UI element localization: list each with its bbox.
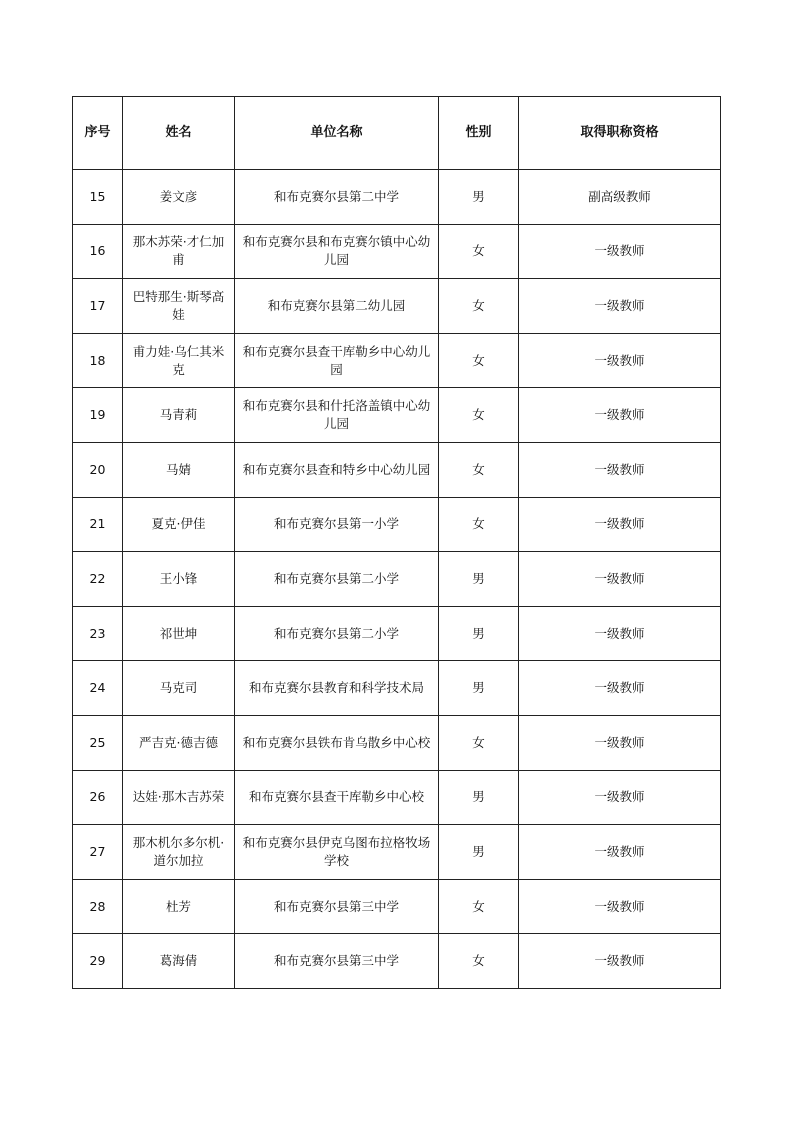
header-row [73, 97, 721, 170]
table-row [73, 224, 721, 279]
cell-name: 姜文彦 [123, 170, 235, 225]
cell-unit-name: 和布克赛尔县第二幼儿园 [235, 279, 439, 334]
cell-serial-number: 27 [73, 825, 123, 880]
cell-name: 甫力娃·乌仁其米克 [123, 333, 235, 388]
cell-unit-name: 和布克赛尔县查和特乡中心幼儿园 [235, 442, 439, 497]
cell-gender: 男 [439, 170, 519, 225]
cell-name: 那木苏荣·才仁加甫 [123, 224, 235, 279]
header-gender: 性别 [439, 97, 519, 170]
cell-serial-number: 20 [73, 442, 123, 497]
cell-gender: 女 [439, 442, 519, 497]
table-row [73, 715, 721, 770]
cell-name: 巴特那生·斯琴高娃 [123, 279, 235, 334]
cell-qualification: 一级教师 [519, 934, 721, 989]
table-row [73, 661, 721, 716]
cell-unit-name: 和布克赛尔县铁布肯乌散乡中心校 [235, 715, 439, 770]
cell-qualification: 一级教师 [519, 442, 721, 497]
cell-qualification: 副高级教师 [519, 170, 721, 225]
cell-name: 杜芳 [123, 879, 235, 934]
cell-gender: 女 [439, 224, 519, 279]
cell-qualification: 一级教师 [519, 333, 721, 388]
cell-gender: 女 [439, 388, 519, 443]
header-name: 姓名 [123, 97, 235, 170]
table-row [73, 388, 721, 443]
cell-gender: 女 [439, 333, 519, 388]
table-row [73, 170, 721, 225]
table-row [73, 497, 721, 552]
title-qualification-table-container [72, 96, 720, 989]
cell-serial-number: 26 [73, 770, 123, 825]
cell-qualification: 一级教师 [519, 770, 721, 825]
cell-gender: 女 [439, 934, 519, 989]
cell-qualification: 一级教师 [519, 388, 721, 443]
cell-name: 马婧 [123, 442, 235, 497]
table-row [73, 825, 721, 880]
cell-name: 马克司 [123, 661, 235, 716]
cell-gender: 女 [439, 715, 519, 770]
cell-serial-number: 15 [73, 170, 123, 225]
cell-gender: 女 [439, 279, 519, 334]
cell-qualification: 一级教师 [519, 606, 721, 661]
table-row [73, 442, 721, 497]
cell-qualification: 一级教师 [519, 825, 721, 880]
cell-unit-name: 和布克赛尔县第二小学 [235, 552, 439, 607]
cell-gender: 女 [439, 497, 519, 552]
title-qualification-table [72, 96, 721, 989]
cell-name: 祁世坤 [123, 606, 235, 661]
table-body [73, 170, 721, 989]
cell-qualification: 一级教师 [519, 879, 721, 934]
cell-qualification: 一级教师 [519, 661, 721, 716]
cell-name: 严吉克·德吉德 [123, 715, 235, 770]
header-unit-name: 单位名称 [235, 97, 439, 170]
cell-serial-number: 28 [73, 879, 123, 934]
cell-serial-number: 25 [73, 715, 123, 770]
cell-unit-name: 和布克赛尔县第三中学 [235, 934, 439, 989]
header-serial-number: 序号 [73, 97, 123, 170]
cell-serial-number: 24 [73, 661, 123, 716]
cell-serial-number: 17 [73, 279, 123, 334]
table-row [73, 333, 721, 388]
cell-name: 葛海倩 [123, 934, 235, 989]
cell-gender: 男 [439, 552, 519, 607]
cell-gender: 男 [439, 770, 519, 825]
cell-qualification: 一级教师 [519, 552, 721, 607]
cell-unit-name: 和布克赛尔县第二小学 [235, 606, 439, 661]
cell-serial-number: 16 [73, 224, 123, 279]
cell-gender: 女 [439, 879, 519, 934]
cell-gender: 男 [439, 825, 519, 880]
cell-name: 夏克·伊佳 [123, 497, 235, 552]
cell-unit-name: 和布克赛尔县教育和科学技术局 [235, 661, 439, 716]
cell-qualification: 一级教师 [519, 497, 721, 552]
header-qualification: 取得职称资格 [519, 97, 721, 170]
cell-qualification: 一级教师 [519, 279, 721, 334]
cell-name: 王小锋 [123, 552, 235, 607]
cell-name: 达娃·那木吉苏荣 [123, 770, 235, 825]
table-row [73, 279, 721, 334]
table-row [73, 934, 721, 989]
cell-name: 马青莉 [123, 388, 235, 443]
table-row [73, 606, 721, 661]
cell-name: 那木机尔多尔机·道尔加拉 [123, 825, 235, 880]
cell-unit-name: 和布克赛尔县第三中学 [235, 879, 439, 934]
cell-unit-name: 和布克赛尔县和什托洛盖镇中心幼儿园 [235, 388, 439, 443]
cell-unit-name: 和布克赛尔县查干库勒乡中心幼儿园 [235, 333, 439, 388]
cell-serial-number: 18 [73, 333, 123, 388]
table-row [73, 879, 721, 934]
cell-qualification: 一级教师 [519, 224, 721, 279]
cell-unit-name: 和布克赛尔县和布克赛尔镇中心幼儿园 [235, 224, 439, 279]
cell-serial-number: 22 [73, 552, 123, 607]
cell-gender: 男 [439, 606, 519, 661]
cell-serial-number: 23 [73, 606, 123, 661]
cell-unit-name: 和布克赛尔县查干库勒乡中心校 [235, 770, 439, 825]
cell-serial-number: 19 [73, 388, 123, 443]
cell-gender: 男 [439, 661, 519, 716]
cell-unit-name: 和布克赛尔县第一小学 [235, 497, 439, 552]
table-row [73, 770, 721, 825]
table-row [73, 552, 721, 607]
cell-serial-number: 21 [73, 497, 123, 552]
cell-unit-name: 和布克赛尔县第二中学 [235, 170, 439, 225]
table-header [73, 97, 721, 170]
cell-serial-number: 29 [73, 934, 123, 989]
cell-unit-name: 和布克赛尔县伊克乌图布拉格牧场学校 [235, 825, 439, 880]
cell-qualification: 一级教师 [519, 715, 721, 770]
